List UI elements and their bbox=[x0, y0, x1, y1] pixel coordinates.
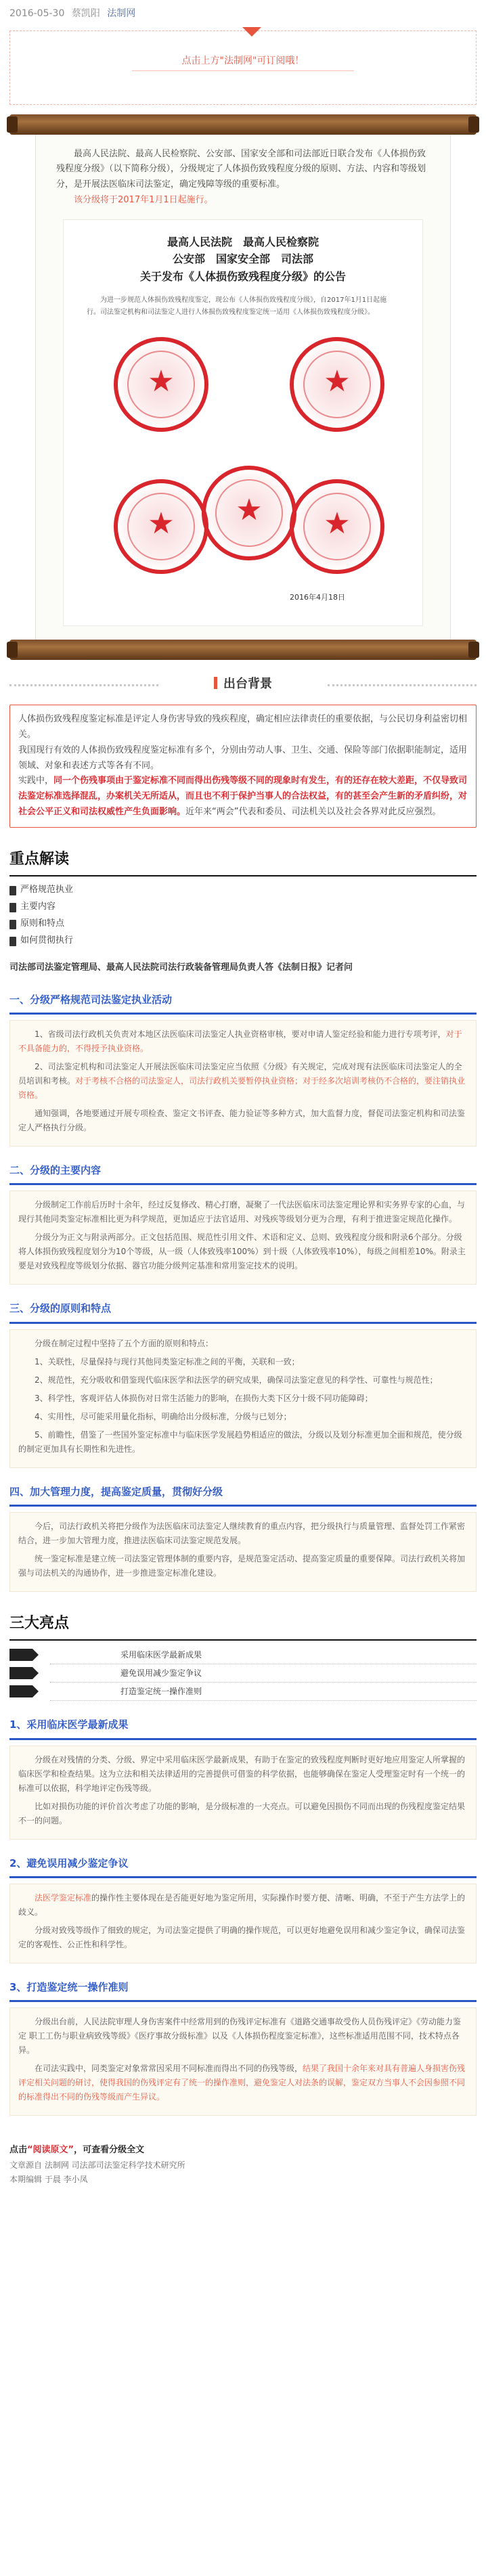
background-para: 人体损伤致残程度鉴定标准是评定人身伤害导致的残疾程度，确定相应法律责任的重要依据，与公民切身利益密切相关。 bbox=[18, 714, 468, 740]
notice-effective-date: 该分级将于2017年1月1日起施行。 bbox=[74, 194, 213, 205]
key-nav-list bbox=[9, 882, 477, 950]
publish-date: 2016-05-30 bbox=[9, 8, 65, 19]
nav-item[interactable] bbox=[9, 916, 477, 933]
notice-intro: 最高人民法院、最高人民检察院、公安部、国家安全部和司法部近日联合发布《人体损伤致残程度分级》（以下简称分级），分级规定了人体损伤致残程度分级的原则、方法、内容和等级划分，是开展法医临床司法鉴定，确定残障等级的重要标准。 bbox=[56, 148, 426, 190]
highlight-text: 法医学鉴定标准 bbox=[35, 1892, 92, 1903]
highlight-item[interactable] bbox=[9, 1646, 477, 1664]
background-suffix: 近年来“两会”代表和委员、司法机关以及社会各界对此反应强烈。 bbox=[185, 806, 441, 817]
text-run: 1、省级司法行政机关负责对本地区法医临床司法鉴定人执业资格审核，要对申请人鉴定经验和能力进行专项考评， bbox=[35, 1029, 446, 1040]
bookmark-icon bbox=[9, 920, 16, 929]
highlight-label: 打造鉴定统一操作准则 bbox=[120, 1686, 202, 1696]
highlights-title: 三大亮点 bbox=[9, 1611, 477, 1641]
key-interpretation-title: 重点解读 bbox=[9, 847, 477, 877]
section-card bbox=[9, 2007, 477, 2116]
section-para bbox=[18, 1060, 468, 1103]
background-highlight: 同一个伤残事项由于鉴定标准不同而得出伤残等级不同的现象时有发生，有的还存在较大差距，不仅导致司法鉴定标准选择混乱，办案机关无所适从，而且也不利于保护当事人的合法权益，有的甚至会产生新的矛盾纠纷，对社会公平正义和司法权威性产生负面影响。 bbox=[18, 776, 468, 817]
section-para: 分级分为正文与附录两部分。正文包括范围、规范性引用文件、术语和定义、总则、致残程度分级和附录6个部分。分级将人体损伤致残程度划分为10个等级，从一级（人体致残率100%）到十级（人体致残率10%），每级之间相差10%。附录主要是对致残程度等级划分依据、器官功能分级判定基准和常用鉴定技术的说明。 bbox=[18, 1233, 466, 1271]
nav-item-label: 原则和特点 bbox=[20, 918, 65, 929]
arrow-right-icon bbox=[9, 1649, 32, 1661]
section-para bbox=[18, 1027, 468, 1056]
bookmark-icon bbox=[9, 903, 16, 912]
section-para bbox=[18, 1891, 468, 1919]
bookmark-icon bbox=[9, 937, 16, 946]
section-para: 通知强调，各地要通过开展专项检查、鉴定文书评查、能力验证等多种方式，加大监督力度，督促司法鉴定机构和司法鉴定人严格执行分级。 bbox=[18, 1109, 466, 1133]
seal-icon: ★ bbox=[202, 466, 296, 560]
section-title: 2、避免误用减少鉴定争议 bbox=[9, 1855, 477, 1878]
section-para: 1、关联性，尽量保持与现行其他同类鉴定标准之间的平衡，关联和一致； bbox=[35, 1356, 300, 1367]
section-para: 3、科学性，客观评估人体损伤对日常生活能力的影响，在损伤大类下区分十级不同功能障碍； bbox=[35, 1393, 373, 1403]
read-original-link[interactable] bbox=[9, 2143, 477, 2158]
scroll-paper bbox=[35, 135, 451, 640]
nav-item-label: 严格规范执业 bbox=[20, 885, 74, 895]
author-name: 蔡凯阳 bbox=[71, 8, 100, 19]
section-title: 二、分级的主要内容 bbox=[9, 1161, 477, 1185]
section-card bbox=[9, 1329, 477, 1468]
arrow-right-icon bbox=[9, 1667, 32, 1679]
background-title: 出台背景 bbox=[214, 673, 272, 695]
nav-item-label: 如何贯彻执行 bbox=[20, 935, 74, 946]
section-para: 分级在对残情的分类、分级、界定中采用临床医学最新成果，有助于在鉴定的致残程度判断时更好地应用鉴定人所掌握的临床医学和检查结果。这为立法和相关法律适用的完善提供可借鉴的科学依据，也能够确保在鉴定人受理鉴定时有一个统一的标准可以依据，科学地评定伤残等级。 bbox=[18, 1754, 466, 1793]
official-announcement bbox=[63, 219, 423, 627]
background-para bbox=[18, 774, 468, 820]
background-para: 我国现行有效的人体损伤致残程度鉴定标准有多个，分别由劳动人事、卫生、交通、保险等部门依据职能制定，适用领域、对象和表述方式等各有不同。 bbox=[18, 745, 468, 771]
arrow-right-icon bbox=[9, 1685, 32, 1697]
notice-scroll-image bbox=[9, 114, 477, 661]
section-para: 2、规范性，充分吸收和借鉴现代临床医学和法医学的研究成果，确保司法鉴定意见的科学性、可靠性与规范性； bbox=[35, 1375, 438, 1385]
section-card bbox=[9, 1191, 477, 1285]
background-box bbox=[9, 705, 477, 827]
section-para: 分级制定工作前后历时十余年，经过反复修改、精心打磨，凝聚了一代法医临床司法鉴定理论界和实务界专家的心血，与现行其他同类鉴定标准相比更为科学规范，更加适应于法官适用、对残疾等级划分更为合理，有利于推进鉴定规范化操作。 bbox=[18, 1200, 466, 1224]
announcement-date: 2016年4月18日 bbox=[290, 593, 345, 602]
follow-prompt: 点击上方"法制网"可订阅哦！ bbox=[181, 55, 305, 66]
bookmark-icon bbox=[9, 886, 16, 895]
highlight-item[interactable] bbox=[9, 1683, 477, 1700]
highlight-text: 对于考核不合格的司法鉴定人，司法行政机关要暂停执业资格；对于经多次培训考核仍不合格的，要注销执业资格。 bbox=[18, 1076, 466, 1101]
seal-icon: ★ bbox=[290, 337, 384, 432]
nav-item-label: 主要内容 bbox=[20, 902, 56, 912]
section-card bbox=[9, 1884, 477, 1963]
seal-icon: ★ bbox=[290, 479, 384, 574]
section-title: 四、加大管理力度，提高鉴定质量，贯彻好分级 bbox=[9, 1483, 477, 1507]
section-title: 一、分级严格规范司法鉴定执业活动 bbox=[9, 991, 477, 1015]
scroll-rod-top bbox=[9, 114, 477, 135]
divider bbox=[132, 70, 354, 71]
highlight-text: 对于不具备能力的，不得授予执业资格。 bbox=[18, 1029, 462, 1054]
section-title: 3、打造鉴定统一操作准则 bbox=[9, 1978, 477, 2002]
dotted-rule bbox=[9, 684, 158, 686]
announcement-issuer-2: 公安部 国家安全部 司法部 bbox=[172, 252, 313, 266]
highlight-label: 采用临床医学最新成果 bbox=[120, 1649, 202, 1660]
text-run: ，可查看分级全文 bbox=[74, 2145, 145, 2156]
dotted-rule bbox=[50, 1700, 477, 1701]
seal-icon: ★ bbox=[114, 337, 208, 432]
section-para: 分级在制定过程中坚持了五个方面的原则和特点： bbox=[35, 1338, 214, 1348]
follow-banner[interactable] bbox=[9, 30, 477, 105]
section-card bbox=[9, 1746, 477, 1840]
down-arrow-icon bbox=[242, 27, 261, 37]
interview-subtitle: 司法部司法鉴定管理局、最高人民法院司法行政装备管理局负责人答《法制日报》记者问 bbox=[9, 962, 353, 973]
highlights-list bbox=[9, 1646, 477, 1701]
text-run: 2、司法鉴定机构和司法鉴定人开展法医临床司法鉴定应当依照《分级》有关规定，完成对现有法医临床司法鉴定人的全员培训和考核。 bbox=[18, 1062, 462, 1086]
section-para: 统一鉴定标准是建立统一司法鉴定管理体制的重要内容，是规范鉴定活动、提高鉴定质量的重要保障。司法行政机关将加强与司法机关的沟通协作，进一步推进鉴定标准化建设。 bbox=[18, 1553, 466, 1578]
dotted-rule bbox=[328, 684, 477, 686]
text-run: 的操作性主要体现在是否能更好地为鉴定所用，实际操作时要方便、清晰、明确，不至于产生方法学上的歧义。 bbox=[18, 1892, 466, 1917]
article-footer bbox=[9, 2143, 477, 2203]
scroll-rod-bottom bbox=[9, 640, 477, 660]
highlight-label: 避免误用减少鉴定争议 bbox=[120, 1668, 202, 1678]
announcement-issuer-1: 最高人民法院 最高人民检察院 bbox=[167, 235, 319, 248]
article-meta bbox=[9, 0, 477, 26]
seal-icon: ★ bbox=[114, 479, 208, 574]
article-editor: 本期编辑 于晨 李小凤 bbox=[9, 2174, 88, 2184]
section-card bbox=[9, 1512, 477, 1592]
section-card bbox=[9, 1020, 477, 1147]
announcement-body: 为进一步规范人体损伤致残程度鉴定，现公布《人体损伤致残程度分级》，自2017年1月1日起施行。司法鉴定机构和司法鉴定人进行人体损伤致残程度鉴定统一适用《人体损伤致残程度分级》。 bbox=[87, 296, 387, 316]
section-heading-background bbox=[9, 673, 477, 696]
nav-item[interactable] bbox=[9, 933, 477, 950]
section-para: 分级出台前，人民法院审理人身伤害案件中经常用到的伤残评定标准有《道路交通事故受伤人员伤残评定》《劳动能力鉴定 职工工伤与职业病致残等级》《医疗事故分级标准》以及《人体损伤程度鉴定标准》，这些标准适用范围不同，技术特点各异。 bbox=[18, 2017, 462, 2056]
article-source: 文章源自 法制网 司法部司法鉴定科学技术研究所 bbox=[9, 2160, 185, 2170]
read-original-label[interactable]: “阅读原文” bbox=[27, 2145, 74, 2156]
account-link[interactable]: 法制网 bbox=[107, 8, 136, 19]
seals-area bbox=[87, 324, 399, 615]
nav-item[interactable] bbox=[9, 899, 477, 916]
section-para: 今后，司法行政机关将把分级作为法医临床司法鉴定人继续教育的重点内容，把分级执行与质量管理、监督处罚工作紧密结合，进一步加大管理力度，推进法医临床司法鉴定规范发展。 bbox=[18, 1521, 466, 1545]
announcement-title: 关于发布《人体损伤致残程度分级》的公告 bbox=[139, 269, 346, 283]
section-title: 1、采用临床医学最新成果 bbox=[9, 1716, 477, 1739]
text-run: 在司法实践中，同类鉴定对象常常因采用不同标准而得出不同的伤残等级， bbox=[35, 2064, 303, 2074]
nav-item[interactable] bbox=[9, 882, 477, 899]
highlight-item[interactable] bbox=[9, 1664, 477, 1682]
section-para: 4、实用性，尽可能采用量化指标，明确给出分级标准，分级与已划分； bbox=[35, 1411, 292, 1421]
highlight-text: 结果了我国十余年来对具有普遍人身损害伤残评定相关问题的研讨，使得我国的伤残评定有了统一的操作准则，避免鉴定人对法条的误解，鉴定双方当事人不会因参照不同的标准得出不同的伤残等级而产生异议。 bbox=[18, 2064, 466, 2102]
section-para: 比如对损伤功能的评价首次考虑了功能的影响，是分级标准的一大亮点。可以避免因损伤不同而出现的伤残程度鉴定结果不一的问题。 bbox=[18, 1801, 466, 1825]
section-para bbox=[18, 2062, 468, 2104]
background-prefix: 实践中， bbox=[18, 776, 54, 786]
section-title: 三、分级的原则和特点 bbox=[9, 1300, 477, 1323]
section-para: 5、前瞻性，借鉴了一些国外鉴定标准中与临床医学发展趋势相适应的做法，分级以及划分标准更加全面和规范，使分级的制定更加具有长期性和先进性。 bbox=[18, 1429, 462, 1454]
text-run: 点击 bbox=[9, 2145, 28, 2156]
section-para: 分级对致残等级作了细致的规定，为司法鉴定提供了明确的操作规范，可以更好地避免误用和减少鉴定争议，确保司法鉴定的客观性、公正性和科学性。 bbox=[18, 1925, 466, 1949]
